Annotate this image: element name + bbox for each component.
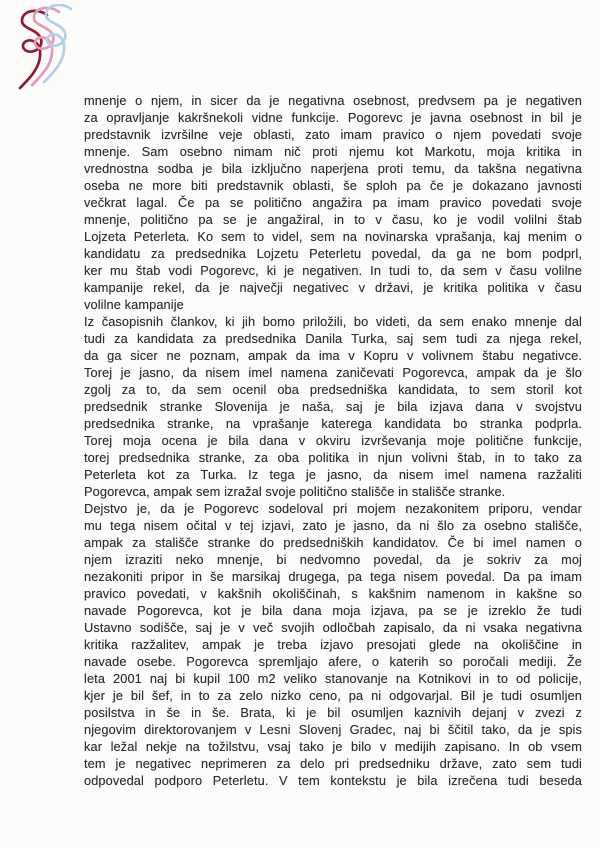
text-line: leta 2001 naj bi kupil 100 m2 veliko stanovanje na Kotnikovi in to od policije, [84, 671, 582, 686]
text-line: ker mu štab vodi Pogorevc, ki je negativen. In tudi to, da sem v času volilne [84, 263, 582, 278]
paragraph [84, 92, 582, 313]
text-line: tem je negativec neprimeren za delo pri predsedniku države, zato sem tudi [84, 756, 582, 771]
text-line: predsednika stranke, na vprašanje katerega kandidata bo stranka podprla. [84, 416, 582, 431]
text-line: predsednik stranke Slovenija je naša, saj je bila izjava dana v svojstvu [84, 399, 582, 414]
text-line: Pogorevca, ampak sem izražal svoje politično stališče in stališče stranke. [84, 484, 506, 499]
text-line: Dejstvo je, da je Pogorevc sodeloval pri mojem nezakonitem priporu, vendar [84, 501, 582, 516]
text-line: večkrat lagal. Če pa se politično angažira pa imam pravico povedati svoje [84, 195, 582, 210]
text-line: Torej moja ocena je bila dana v okviru izvrševanja moje politične funkcije, [84, 433, 582, 448]
text-line: navade Pogorevca, kot je bila dana moja izjava, pa se je izreklo že tudi [84, 603, 582, 618]
text-line: njegovim direktorovanjem v Lesni Slovenj Gradec, naj bi ščitil tako, da je spis [84, 722, 582, 737]
text-line: kandidatu za predsednika Lojzetu Peterletu povedal, da ga ne bom podprl, [84, 246, 582, 261]
text-line: Iz časopisnih člankov, ki jih bomo priložili, bo videti, da sem enako mnenje dal [84, 314, 582, 329]
text-line: Ustavno sodišče, saj je v več svojih odločbah zapisalo, da ni vsaka negativna [84, 620, 582, 635]
text-line: vrednostna sodba je bila izključno naperjena proti temu, da takšna negativna [84, 161, 582, 176]
text-line: navade osebe. Pogorevca spremljajo afere, o katerih so poročali mediji. Že [84, 654, 582, 669]
text-line: zgolj za to, da sem ocenil oba predsedniška kandidata, to sem storil kot [84, 382, 582, 397]
text-line: Torej je jasno, da nisem imel namena zaničevati Pogorevca, ampak da je šlo [84, 365, 582, 380]
text-line: mnenje, politično pa se je angažiral, in to v času, ko je vodil volilni štab [84, 212, 582, 227]
text-line: odpovedal podporo Peterletu. V tem kontekstu je bila izrečena tudi beseda [84, 773, 582, 788]
document-body-text [84, 92, 582, 789]
text-line: ampak za stališče stranke do predsedniških kandidatov. Če bi imel namen o [84, 535, 582, 550]
text-line: za opravljanje kakršnekoli vidne funkcije. Pogorevc je javna osebnost in bil je [84, 110, 582, 125]
paragraph [84, 500, 582, 789]
text-line: mu tega nisem očital v tej izjavi, zato je jasno, da ni šlo za osebno stališče, [84, 518, 582, 533]
text-line: predstavnik izvršilne veje oblasti, zato imam pravico o njem povedati svoje [84, 127, 582, 142]
text-line: njem izraziti neko mnenje, bi nedvomno povedal, da je sokriv za moj [84, 552, 582, 567]
text-line: kjer je bil šef, in to za zelo nizko ceno, pa ni odgovarjal. Bil je tudi osumljen [84, 688, 582, 703]
text-line: tudi za kandidata za predsednika Danila Turka, saj sem tudi za njega rekel, [84, 331, 582, 346]
text-line: kampanije rekel, da je največji negativec v državi, je kritika politika v času [84, 280, 582, 295]
text-line: posilstva in še in še. Brata, ki je bil osumljen kaznivih dejanj v zvezi z [84, 705, 582, 720]
text-line: kar ležal nekje na tožilstvu, vsaj tako je bilo v medijih zapisano. In ob vsem [84, 739, 582, 754]
text-line: mnenje o njem, in sicer da je negativna osebnost, predvsem pa je negativen [84, 93, 582, 108]
text-line: mnenje. Sam osebno nimam nič proti njemu kot Markotu, moja kritika in [84, 144, 582, 159]
text-line: oseba ne more biti predstavnik oblasti, še sploh pa če je dokazano javnosti [84, 178, 582, 193]
letterhead-monogram-logo [10, 4, 82, 92]
text-line: volilne kampanije [84, 297, 184, 312]
text-line: torej predsednika stranke, za oba politika in njun volivni štab, in to tako za [84, 450, 582, 465]
text-line: nezakoniti pripor in še marsikaj drugega, pa tega nisem povedal. Da pa imam [84, 569, 582, 584]
text-line: pravico povedati, v kakšnih okoliščinah, s kakšnim namenom in kakšne so [84, 586, 582, 601]
logo-stroke-light-blue [44, 5, 71, 82]
paragraph [84, 313, 582, 500]
text-line: Lojzeta Peterleta. Ko sem to videl, sem na novinarska vprašanja, kaj menim o [84, 229, 582, 244]
text-line: Peterleta kot za Turka. Iz tega je jasno, da nisem imel namena razžaliti [84, 467, 582, 482]
text-line: kritika razžalitev, ampak je treba izjavo presojati glede na okoliščine in [84, 637, 582, 652]
text-line: da ga sicer ne poznam, ampak da ima v Kopru v volivnem štabu negativce. [84, 348, 582, 363]
